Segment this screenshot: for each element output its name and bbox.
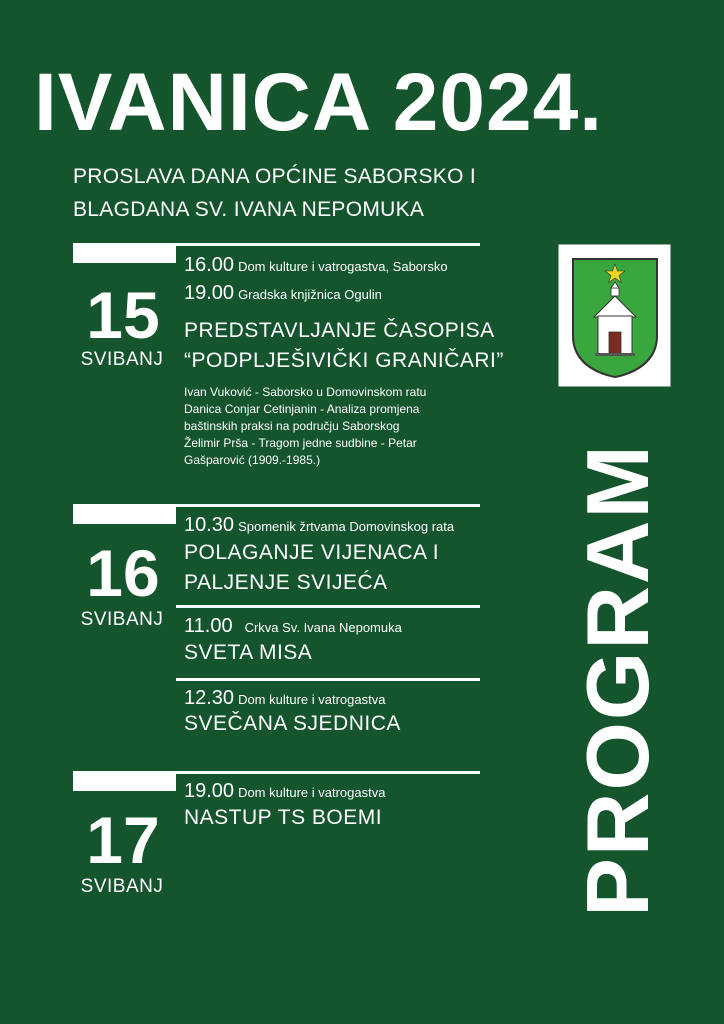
- event-location: Crkva Sv. Ivana Nepomuka: [244, 620, 402, 635]
- event-details: [184, 384, 474, 469]
- event-title: [184, 803, 382, 833]
- event-location: Dom kulture i vatrogastva: [238, 785, 386, 800]
- program-label-text: PROGRAM: [568, 443, 667, 917]
- day-17-divider: [176, 771, 480, 774]
- subtitle: [73, 160, 476, 226]
- event-title-line: SVEČANA SJEDNICA: [184, 712, 401, 735]
- subtitle-line-2: BLAGDANA SV. IVANA NEPOMUKA: [73, 198, 425, 221]
- event-title-line: PREDSTAVLJANJE ČASOPISA: [184, 319, 495, 342]
- event-time-line: [184, 780, 385, 803]
- day-17-month: SVIBANJ: [80, 876, 164, 897]
- event-time-line: [184, 615, 402, 638]
- event-divider: [176, 605, 480, 608]
- day-16-divider: [176, 504, 480, 507]
- event-location: Gradska knjižnica Ogulin: [238, 287, 382, 302]
- event-title: [184, 316, 504, 376]
- day-15-number: 15: [86, 278, 160, 352]
- event-title-line: PALJENJE SVIJEĆA: [184, 571, 388, 594]
- day-15-marker-bar: [73, 243, 176, 263]
- event-time: 12.30: [184, 687, 235, 709]
- event-location: Spomenik žrtvama Domovinskog rata: [238, 519, 455, 534]
- event-title: [184, 709, 401, 739]
- day-16-marker-bar: [73, 504, 176, 524]
- event-time: 16.00: [184, 254, 235, 276]
- day-15-month: SVIBANJ: [80, 349, 164, 370]
- day-17-marker-bar: [73, 771, 176, 791]
- detail-line: baštinskih praksi na području Saborskog: [184, 419, 400, 433]
- day-17-number: 17: [86, 803, 160, 877]
- event-title: [184, 638, 312, 668]
- event-time-line: [184, 514, 454, 537]
- event-location: Dom kulture i vatrogastva: [238, 692, 386, 707]
- event-title-line: POLAGANJE VIJENACA I: [184, 541, 440, 564]
- page-title: IVANICA 2024.: [34, 57, 603, 148]
- event-time-line: [184, 687, 385, 710]
- coat-of-arms-icon: [558, 244, 671, 387]
- detail-line: Ivan Vuković - Saborsko u Domovinskom ratu: [184, 385, 427, 399]
- event-title-line: NASTUP TS BOEMI: [184, 806, 383, 829]
- day-16-month: SVIBANJ: [80, 609, 164, 630]
- event-time-line: [184, 282, 382, 305]
- event-title: [184, 538, 439, 598]
- event-location: Dom kulture i vatrogastva, Saborsko: [238, 259, 448, 274]
- detail-line: Gašparović (1909.-1985.): [184, 453, 321, 467]
- detail-line: Danica Conjar Cetinjanin - Analiza promjena: [184, 402, 420, 416]
- detail-line: Želimir Prša - Tragom jedne sudbine - Petar: [184, 436, 417, 450]
- program-label: [563, 443, 673, 917]
- event-time: 19.00: [184, 780, 235, 802]
- event-time-line: [184, 254, 448, 277]
- event-time: 10.30: [184, 514, 235, 536]
- event-divider: [176, 678, 480, 681]
- event-title-line: “PODPLJEŠIVIČKI GRANIČARI”: [184, 349, 504, 372]
- day-16-number: 16: [86, 536, 160, 610]
- event-time: 11.00: [184, 615, 233, 637]
- subtitle-line-1: PROSLAVA DANA OPĆINE SABORSKO I: [73, 165, 476, 188]
- event-title-line: SVETA MISA: [184, 641, 313, 664]
- day-15-divider: [176, 243, 480, 246]
- event-time: 19.00: [184, 282, 235, 304]
